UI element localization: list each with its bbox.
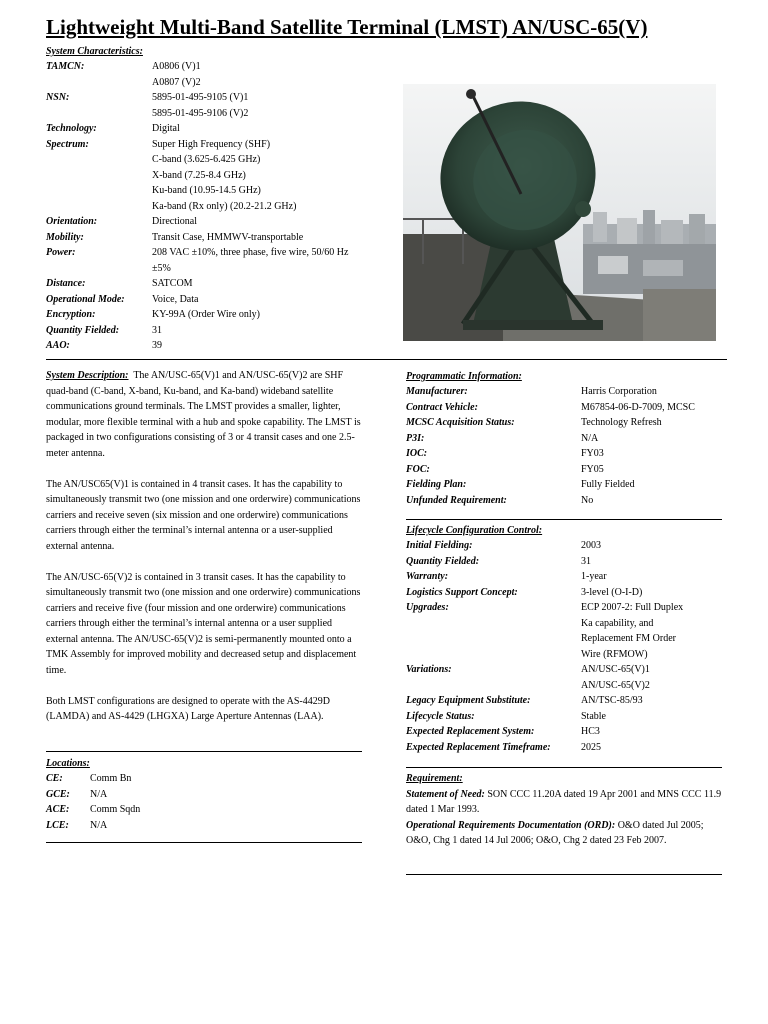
- kv-value-line: Replacement FM Order: [581, 633, 676, 644]
- kv-row: [406, 462, 726, 478]
- kv-value-line: 5895-01-495-9105 (V)1: [152, 92, 249, 103]
- kv-value-line: 2003: [581, 540, 601, 551]
- kv-value: [581, 493, 726, 509]
- kv-label: Logistics Support Concept:: [406, 586, 518, 598]
- kv-label: Contract Vehicle:: [406, 401, 478, 413]
- kv-value-line: 1-year: [581, 571, 607, 582]
- kv-label: P3I:: [406, 432, 425, 444]
- kv-label: Warranty:: [406, 571, 449, 582]
- kv-row: [46, 245, 366, 276]
- kv-value: [152, 59, 366, 90]
- requirement-divider: [406, 874, 722, 875]
- kv-label: Manufacturer:: [406, 386, 468, 397]
- page-title: Lightweight Multi-Band Satellite Terminal (LMST) AN/USC-65(V): [46, 15, 648, 39]
- kv-row: [406, 554, 726, 570]
- kv-value-line: Fully Fielded: [581, 479, 635, 490]
- kv-value: [581, 538, 726, 554]
- kv-value: [152, 121, 366, 137]
- kv-row: [406, 600, 726, 662]
- kv-value-line: Wire (RFMOW): [581, 648, 648, 660]
- kv-value-line: 31: [152, 324, 162, 336]
- kv-value: [90, 818, 346, 834]
- kv-row: [406, 662, 726, 693]
- kv-row: [406, 431, 726, 447]
- kv-value: [581, 477, 726, 493]
- kv-value: [581, 446, 726, 462]
- kv-value: [581, 569, 726, 585]
- kv-label: TAMCN:: [46, 61, 85, 72]
- programmatic-table: [406, 384, 726, 508]
- system-description: [46, 368, 364, 740]
- lifecycle-table: [406, 538, 726, 755]
- kv-value: [581, 693, 726, 709]
- kv-value-line: Super High Frequency (SHF): [152, 138, 271, 150]
- programmatic-divider: [406, 519, 722, 520]
- kv-row: [406, 400, 726, 416]
- kv-row: [406, 724, 726, 740]
- kv-label: Expected Replacement Timeframe:: [406, 741, 551, 753]
- kv-label: Technology:: [46, 123, 97, 134]
- kv-value-line: 39: [152, 340, 162, 351]
- kv-value: [152, 214, 366, 230]
- kv-value-line: Transit Case, HMMWV-transportable: [152, 231, 304, 243]
- kv-value: [152, 245, 366, 276]
- kv-label: Distance:: [46, 278, 86, 289]
- kv-value: [581, 431, 726, 447]
- kv-value-line: Comm Bn: [90, 773, 132, 784]
- kv-value-line: SATCOM: [152, 278, 193, 289]
- kv-label: Expected Replacement System:: [406, 726, 535, 737]
- kv-value-line: 2025: [581, 741, 601, 753]
- kv-value: [90, 771, 346, 787]
- locations-top-divider: [46, 751, 362, 752]
- kv-row: [406, 384, 726, 400]
- kv-label: Unfunded Requirement:: [406, 494, 507, 506]
- kv-row: [46, 802, 346, 818]
- kv-label: Spectrum:: [46, 138, 89, 150]
- kv-row: [406, 446, 726, 462]
- kv-value: [152, 307, 366, 323]
- kv-value-line: Comm Sqdn: [90, 804, 141, 815]
- kv-row: [46, 276, 366, 292]
- kv-value-line: A0807 (V)2: [152, 76, 201, 88]
- kv-row: [46, 230, 366, 246]
- kv-value-line: Technology Refresh: [581, 417, 662, 428]
- kv-value-line: 3-level (O-I-D): [581, 586, 643, 598]
- kv-value-line: No: [581, 494, 594, 506]
- kv-label: Orientation:: [46, 216, 98, 227]
- kv-label: Variations:: [406, 664, 452, 675]
- kv-row: [406, 740, 726, 756]
- kv-value-line: X-band (7.25-8.4 GHz): [152, 169, 246, 181]
- kv-row: [46, 307, 366, 323]
- kv-value-line: FY05: [581, 463, 604, 475]
- kv-value-line: C-band (3.625-6.425 GHz): [152, 154, 261, 165]
- kv-label: NSN:: [46, 92, 70, 103]
- kv-row: [46, 787, 346, 803]
- kv-value: [152, 137, 366, 215]
- kv-label: Quantity Fielded:: [46, 324, 120, 336]
- kv-value: [581, 724, 726, 740]
- kv-row: [46, 323, 366, 339]
- kv-value-line: AN/USC-65(V)2: [581, 679, 650, 691]
- kv-value-line: Ku-band (10.95-14.5 GHz): [152, 185, 261, 196]
- lifecycle-divider: [406, 767, 722, 768]
- kv-row: [46, 338, 366, 354]
- statement-of-need-label: Statement of Need:: [406, 788, 485, 800]
- description-paragraph-1: [46, 368, 364, 461]
- kv-value-line: Directional: [152, 216, 197, 227]
- kv-row: [46, 121, 366, 137]
- kv-value: [581, 554, 726, 570]
- kv-value-line: Harris Corporation: [581, 386, 657, 397]
- kv-value-line: Voice, Data: [152, 293, 199, 305]
- kv-label: Initial Fielding:: [406, 540, 473, 551]
- kv-label: AAO:: [46, 340, 70, 351]
- kv-value: [581, 415, 726, 431]
- kv-row: [406, 693, 726, 709]
- system-characteristics-heading: System Characteristics:: [46, 46, 143, 57]
- requirement-heading: Requirement:: [406, 773, 463, 784]
- kv-value-line: 31: [581, 555, 591, 567]
- kv-value-line: N/A: [90, 788, 108, 800]
- kv-value: [581, 462, 726, 478]
- kv-value: [152, 338, 366, 354]
- kv-row: [406, 569, 726, 585]
- description-text-1: The AN/USC-65(V)1 and AN/USC-65(V)2 are SHF quad-band (C-band, X-band, Ku-band, and Ka-band) wideband satellite communications ground terminals. The LMST provides a smaller, lighter, modular, more flexible terminal with a hub and spoke capability. The LMST is packaged in two configurations consisting of 3 or 4 transit cases and one 2.5-meter antenna.: [46, 370, 361, 459]
- kv-value: [581, 600, 726, 662]
- kv-value: [581, 400, 726, 416]
- kv-label: Encryption:: [46, 309, 96, 320]
- kv-value: [581, 740, 726, 756]
- kv-value-line: KY-99A (Order Wire only): [152, 309, 260, 320]
- system-characteristics-table: [46, 59, 366, 354]
- kv-value: [581, 384, 726, 400]
- satellite-dish-photo: [403, 84, 716, 341]
- locations-heading: Locations:: [46, 758, 90, 769]
- kv-value: [90, 787, 346, 803]
- kv-row: [406, 477, 726, 493]
- kv-value: [90, 802, 346, 818]
- ord-text: O&O dated Jul 2005; O&O, Chg 1 dated 14 Jul 2006; O&O, Chg 2 dated 23 Feb 2007.: [406, 819, 704, 846]
- kv-value-line: Ka-band (Rx only) (20.2-21.2 GHz): [152, 200, 297, 212]
- kv-row: [46, 90, 366, 121]
- kv-value-line: Digital: [152, 123, 180, 134]
- locations-bottom-divider: [46, 842, 362, 843]
- kv-value: [581, 662, 726, 693]
- kv-value-line: Stable: [581, 710, 606, 722]
- kv-value: [152, 276, 366, 292]
- kv-label: CE:: [46, 773, 63, 784]
- kv-row: [46, 59, 366, 90]
- kv-row: [406, 493, 726, 509]
- kv-value-line: 208 VAC ±10%, three phase, five wire, 50/60 Hz ±5%: [152, 247, 349, 274]
- kv-row: [406, 415, 726, 431]
- lifecycle-heading: Lifecycle Configuration Control:: [406, 525, 543, 536]
- kv-value-line: M67854-06-D-7009, MCSC: [581, 401, 695, 413]
- kv-label: GCE:: [46, 788, 70, 800]
- kv-row: [46, 292, 366, 308]
- kv-value-line: N/A: [581, 432, 599, 444]
- kv-value-line: N/A: [90, 819, 108, 831]
- kv-value: [152, 90, 366, 121]
- kv-row: [406, 538, 726, 554]
- kv-label: MCSC Acquisition Status:: [406, 417, 515, 428]
- kv-value-line: A0806 (V)1: [152, 61, 201, 72]
- kv-label: Legacy Equipment Substitute:: [406, 695, 531, 706]
- kv-value-line: AN/USC-65(V)1: [581, 664, 650, 675]
- kv-label: LCE:: [46, 819, 69, 831]
- ord-label: Operational Requirements Documentation (ORD):: [406, 819, 616, 831]
- kv-value-line: AN/TSC-85/93: [581, 695, 643, 706]
- kv-row: [46, 214, 366, 230]
- kv-label: Lifecycle Status:: [406, 710, 475, 722]
- kv-row: [46, 818, 346, 834]
- kv-label: Fielding Plan:: [406, 479, 467, 490]
- statement-of-need-text: SON CCC 11.20A dated 19 Apr 2001 and MNS CCC 11.9 dated 1 Mar 1993.: [406, 788, 722, 815]
- kv-value-line: Ka capability, and: [581, 617, 654, 629]
- locations-table: [46, 771, 346, 833]
- kv-row: [406, 709, 726, 725]
- kv-value-line: HC3: [581, 726, 600, 737]
- kv-value-line: FY03: [581, 448, 604, 459]
- kv-label: FOC:: [406, 463, 430, 475]
- kv-label: IOC:: [406, 448, 428, 459]
- kv-label: Mobility:: [46, 231, 84, 243]
- description-paragraph-4: Both LMST configurations are designed to operate with the AS-4429D (LAMDA) and AS-4429 (LHGXA) Large Aperture Antennas (LAA).: [46, 695, 330, 722]
- kv-label: Operational Mode:: [46, 293, 125, 305]
- requirement-section: [406, 771, 724, 849]
- kv-value: [581, 709, 726, 725]
- description-paragraph-3: The AN/USC-65(V)2 is contained in 3 transit cases. It has the capability to simultaneously transmit two (one mission and one orderwire) communications carriers and receive five (four mission and one orderwire) communications carriers through either the terminal’s internal antenna or a user supplied external antenna. The AN/USC-65(V)2 is semi-permanently mounted onto a TMK Assembly for improved mobility and decreased setup and displacement time.: [46, 571, 361, 676]
- kv-label: ACE:: [46, 804, 70, 815]
- description-paragraph-2: The AN/USC65(V)1 is contained in 4 transit cases. It has the capability to simultaneously transmit two (one mission and one orderwire) communications carriers and receive seven (six mission and one orderwire) communications carriers through either the terminal’s internal antenna or a user-supplied external antenna.: [46, 478, 361, 552]
- kv-row: [406, 585, 726, 601]
- kv-value-line: ECP 2007-2: Full Duplex: [581, 602, 684, 613]
- kv-value: [581, 585, 726, 601]
- system-description-label: System Description:: [46, 370, 129, 381]
- kv-row: [46, 137, 366, 215]
- kv-label: Upgrades:: [406, 602, 449, 613]
- kv-row: [46, 771, 346, 787]
- programmatic-heading: Programmatic Information:: [406, 371, 522, 382]
- section-divider: [46, 359, 727, 360]
- kv-value: [152, 230, 366, 246]
- kv-value: [152, 323, 366, 339]
- kv-value: [152, 292, 366, 308]
- kv-value-line: 5895-01-495-9106 (V)2: [152, 107, 249, 119]
- kv-label: Power:: [46, 247, 76, 258]
- kv-label: Quantity Fielded:: [406, 555, 480, 567]
